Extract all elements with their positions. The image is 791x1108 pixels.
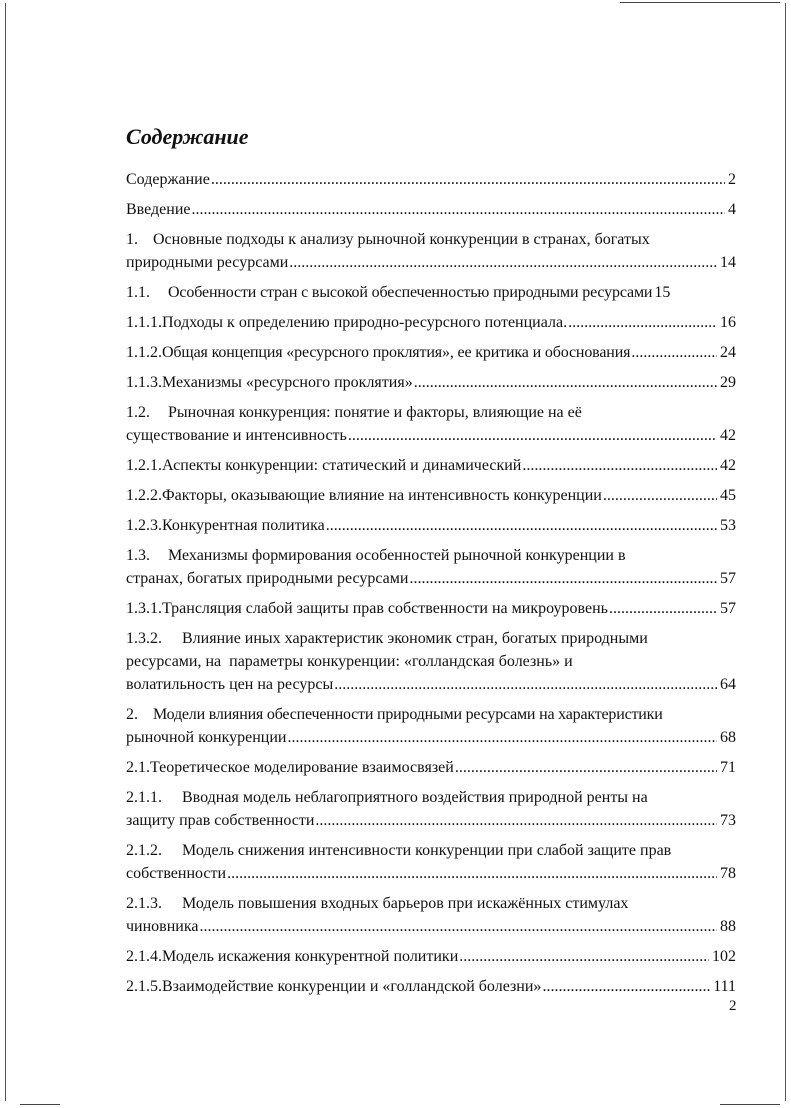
toc-entry-number: 1. [126,231,138,248]
toc-entry [126,228,736,274]
dot-leader [334,673,717,696]
toc-entry-title: Содержание [126,171,210,188]
toc-entry-number: 1.1. [126,284,150,301]
toc-entry-title: Факторы, оказывающие влияние на интенсивность конкуренции [162,487,602,504]
toc-entry-page: 53 [720,517,736,534]
dot-leader [542,975,710,999]
toc-entry-title-line: Рыночная конкуренция: понятие и факторы, влияющие на её [168,404,582,421]
toc-entry [126,168,736,192]
toc-entry-number: 1.2. [126,404,150,421]
toc-entry [126,597,736,621]
toc-entry-number: 1.3.1. [126,600,162,617]
toc-entry-number: 1.3. [126,547,150,564]
dot-leader [409,567,717,590]
toc-entry-title: чиновника [126,918,199,935]
dot-leader [348,424,717,447]
toc-entry-title: Взаимодействие конкуренции и «голландской болезни» [162,978,542,995]
toc-entry-title: Подходы к определению природно-ресурсного потенциала. [162,314,568,331]
dot-leader [568,311,717,335]
toc-entry [126,311,736,335]
toc-entry-title: Особенности стран с высокой обеспеченностью природными ресурсами [168,284,653,301]
toc-entry-title: собственности [126,865,227,882]
toc-entry-page: 14 [720,254,736,271]
toc-entry-title-line: ресурсами, на параметры конкуренции: «голландская болезнь» и [126,653,573,670]
dot-leader [326,514,717,538]
toc-entry-number: 1.1.3. [126,374,162,391]
toc-entry-page: 102 [712,948,736,965]
toc-entry-title: Введение [126,201,191,218]
dot-leader [609,597,717,621]
toc-entry [126,786,736,832]
toc-entry-title-line: Основные подходы к анализу рыночной конкуренции в странах, богатых [153,231,650,248]
toc-entry-number: 1.1.2. [126,344,162,361]
table-of-contents [126,168,736,1005]
toc-entry-page: 2 [728,171,736,188]
toc-entry [126,401,736,447]
toc-entry-page: 111 [713,978,736,995]
toc-entry-title: Модель искажения конкурентной политики [162,948,459,965]
toc-entry-title: природными ресурсами [126,254,289,271]
toc-entry [126,454,736,478]
toc-entry-page: 57 [720,570,736,587]
dot-leader [199,915,717,938]
toc-entry [126,544,736,590]
toc-entry [126,945,736,969]
toc-entry-page: 45 [720,487,736,504]
dot-leader [315,809,717,832]
toc-entry-title: существование и интенсивность [126,427,347,444]
dot-leader [455,756,717,780]
toc-entry-page: 57 [720,600,736,617]
toc-entry [126,975,736,999]
toc-entry [126,514,736,538]
toc-entry-number: 2.1.5. [126,978,162,995]
toc-entry-number: 2.1.3. [126,895,162,912]
toc-entry-title-line: Модели влияния обеспеченности природными ресурсами на характеристики [153,706,663,723]
toc-entry [126,371,736,395]
toc-entry-number: 2. [126,706,138,723]
toc-entry-title: Конкурентная политика [162,517,325,534]
toc-entry [126,341,736,365]
dot-leader [522,454,717,478]
scan-mark-top [620,2,780,3]
toc-entry-page: 68 [720,729,736,746]
toc-entry-title-line: Модель снижения интенсивности конкуренции при слабой защите прав [182,842,672,859]
dot-leader [631,341,717,365]
toc-entry-title-line: Механизмы формирования особенностей рыночной конкуренции в [168,547,626,564]
dot-leader [459,945,709,969]
toc-entry-page: 42 [720,457,736,474]
toc-entry-number: 1.2.2. [126,487,162,504]
toc-entry [126,703,736,749]
toc-entry-title: защиту прав собственности [126,812,315,829]
toc-entry-page: 88 [720,918,736,935]
toc-entry-page: 24 [720,344,736,361]
toc-entry [126,892,736,938]
toc-entry-number: 1.2.1. [126,457,162,474]
scan-mark-bottom-right [720,1104,780,1105]
toc-entry-title: волатильность цен на ресурсы [126,676,334,693]
dot-leader [603,484,717,508]
toc-entry-title: Аспекты конкуренции: статический и динамический [162,457,522,474]
toc-entry-title-line: Вводная модель неблагоприятного воздействия природной ренты на [182,789,648,806]
dot-leader [227,862,717,885]
toc-entry [126,198,736,222]
toc-entry-number: 1.2.3. [126,517,162,534]
toc-entry-title: Теоретическое моделирование взаимосвязей [150,759,454,776]
toc-entry-page: 42 [720,427,736,444]
toc-entry-number: 2.1. [126,759,150,776]
toc-entry-title-line: Влияние иных характеристик экономик стран, богатых природными [182,630,648,647]
dot-leader [288,726,718,749]
toc-entry [126,281,736,305]
toc-entry-number: 2.1.1. [126,789,162,806]
toc-entry [126,839,736,885]
toc-entry-title: Механизмы «ресурсного проклятия» [162,374,413,391]
toc-entry-number: 2.1.2. [126,842,162,859]
toc-entry-title: Трансляция слабой защиты прав собственности на микроуровень [162,600,608,617]
toc-entry-page: 4 [728,201,736,218]
toc-entry-title: странах, богатых природными ресурсами [126,570,409,587]
toc-entry-number: 2.1.4. [126,948,162,965]
toc-entry-number: 1.1.1. [126,314,162,331]
page-title: Содержание [126,124,249,149]
dot-leader [192,198,726,222]
toc-entry-title-line: Модель повышения входных барьеров при искажённых стимулах [182,895,629,912]
dot-leader [289,251,717,274]
dot-leader [211,168,725,192]
toc-entry [126,484,736,508]
toc-entry [126,627,736,696]
toc-entry-page: 73 [720,812,736,829]
toc-entry-title: рыночной конкуренции [126,729,287,746]
toc-entry-page: 15 [654,284,671,301]
toc-entry-page: 16 [720,314,736,331]
toc-entry-title: Общая концепция «ресурсного проклятия», ее критика и обоснования [162,344,631,361]
toc-entry-page: 78 [720,865,736,882]
toc-entry-number: 1.3.2. [126,630,162,647]
scan-mark-bottom-left [20,1104,60,1105]
toc-entry [126,756,736,780]
toc-entry-page: 64 [720,676,736,693]
page-number: 2 [729,998,737,1014]
toc-entry-page: 29 [720,374,736,391]
toc-entry-page: 71 [720,759,736,776]
dot-leader [414,371,717,395]
